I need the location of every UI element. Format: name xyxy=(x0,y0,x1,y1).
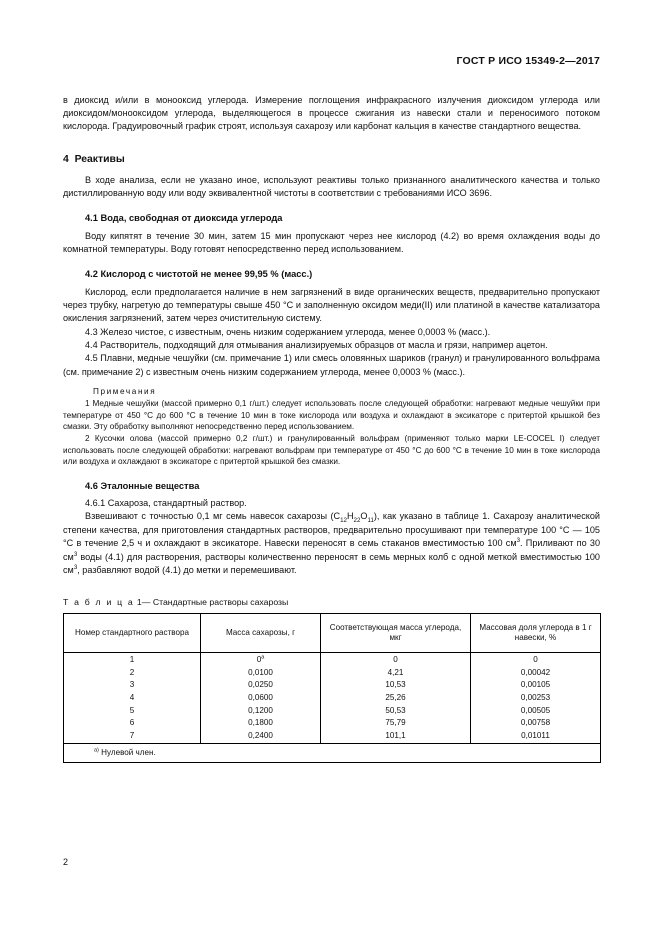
table-footnote xyxy=(64,744,601,763)
table-body xyxy=(64,653,601,744)
table-row xyxy=(64,705,601,718)
sucrose-text-part-3: . Приливают по 30 см xyxy=(63,538,600,562)
spacer xyxy=(63,379,600,386)
page-content xyxy=(63,56,600,763)
cell-carbon-mass: 101,1 xyxy=(321,730,471,744)
cell-solution-number: 5 xyxy=(64,705,201,718)
subsection-4-2-heading: 4.2 Кислород с чистотой не менее 99,95 % (масс.) xyxy=(85,269,313,280)
subsection-4-2-text: Кислород, если предполагается наличие в нем загрязнений в виде органических веществ, предварительно пропускают через трубку, нагретую до температуры свыше 450 °С и заполненную оксидом меди(II) или платиной в качестве катализатора окисления загрязнений, затем через очистительную систему. xyxy=(63,286,600,324)
section-4-number: 4 xyxy=(63,153,69,165)
sucrose-standard-solutions-table xyxy=(63,613,601,763)
formula-o-subscript: 11 xyxy=(367,517,374,525)
section-4-intro: В ходе анализа, если не указано иное, используют реактивы только признанного аналитического качества и только дистиллированную воду или воду эквивалентной чистоты в соответствии с требованиями ИСО 3696. xyxy=(63,174,600,198)
cell-carbon-fraction: 0,00758 xyxy=(471,717,601,730)
cell-sucrose-mass: 0,1200 xyxy=(201,705,321,718)
spacer xyxy=(63,167,600,174)
sucrose-text-part-1: Взвешивают с точностью 0,1 мг семь навесок сахарозы (С xyxy=(85,511,341,522)
table-footer xyxy=(64,744,601,763)
cell-sucrose-mass: 0,1800 xyxy=(201,717,321,730)
column-header-sucrose-mass: Масса сахарозы, г xyxy=(201,614,321,653)
spacer xyxy=(63,468,600,480)
cell-sucrose-mass xyxy=(201,653,321,667)
table-caption-title: Стандартные растворы сахарозы xyxy=(152,597,289,608)
item-4-6-1-heading: 4.6.1 Сахароза, стандартный раствор. xyxy=(85,498,247,509)
subsection-4-6-heading: 4.6 Эталонные вещества xyxy=(85,480,200,491)
sucrose-text-part-4: воды (4.1) для растворения, растворы количественно переносят в семь мерных колб с одной меткой вместимостью 100 см xyxy=(63,551,600,575)
table-caption-dash: — xyxy=(141,597,151,608)
cell-carbon-fraction: 0 xyxy=(471,653,601,667)
cell-sucrose-mass: 0,0250 xyxy=(201,679,321,692)
spacer xyxy=(63,200,600,212)
sucrose-text-part-2: ), как указано в таблице 1. Сахарозу аналитической степени качества, для приготовления стандартных растворов, предварительно просушивают при температуре 100 °С — 105 °С в течение 2,5 ч и охлаждают в эксикаторе. Навески переносят в семь стаканов вместимостью 100 см xyxy=(63,511,601,549)
cell-solution-number: 1 xyxy=(64,653,201,667)
cubic-exponent-3: 3 xyxy=(73,563,78,571)
cell-carbon-fraction: 0,01011 xyxy=(471,730,601,744)
table-caption-number: 1 xyxy=(136,597,142,608)
footnote-marker-sup: а xyxy=(261,654,265,661)
column-header-solution-number: Номер стандартного раствора xyxy=(64,614,201,653)
table-caption-label: Т а б л и ц а xyxy=(63,597,135,608)
cell-sucrose-mass: 0,0600 xyxy=(201,692,321,705)
table-row xyxy=(64,692,601,705)
cell-carbon-mass: 75,79 xyxy=(321,717,471,730)
cell-value: 0 xyxy=(256,655,262,665)
cell-carbon-fraction: 0,00042 xyxy=(471,667,601,680)
table-row xyxy=(64,679,601,692)
note-2: 2 Кусочки олова (массой примерно 0,2 г/шт.) и гранулированный вольфрам (применяют только марки LE-COCEL I) следует использовать после следующей обработки: нагревают вольфрам при температуре от 450 °С до 600 °С в течение 10 мин в токе кислорода или воздуха и охлаждают в эксикаторе с притертой крышкой без смазки. xyxy=(63,433,600,467)
table-row xyxy=(64,653,601,667)
standard-header: ГОСТ Р ИСО 15349-2—2017 xyxy=(456,55,600,67)
subsection-4-4-text: 4.4 Растворитель, подходящий для отмывания анализируемых образцов от масла и грязи, например ацетон. xyxy=(85,340,548,351)
cubic-exponent-1: 3 xyxy=(516,537,521,545)
subsection-4-1-heading: 4.1 Вода, свободная от диоксида углерода xyxy=(85,213,283,224)
cubic-exponent-2: 3 xyxy=(73,550,78,558)
footnote-marker: а) xyxy=(94,747,99,754)
notes-heading: Примечания xyxy=(93,387,157,397)
section-4-title: Реактивы xyxy=(74,153,125,165)
section-4-heading xyxy=(63,153,600,167)
cell-carbon-fraction: 0,00253 xyxy=(471,692,601,705)
cell-carbon-mass: 25,26 xyxy=(321,692,471,705)
column-header-carbon-fraction: Массовая доля углерода в 1 г навески, % xyxy=(471,614,601,653)
cell-carbon-mass: 50,53 xyxy=(321,705,471,718)
subsection-4-1-text: Воду кипятят в течение 30 мин, затем 15 мин пропускают через нее кислород (4.2) во время охлаждения воды до комнатной температуры. Воду готовят непосредственно перед использованием. xyxy=(63,230,600,255)
page-number: 2 xyxy=(63,857,69,867)
cell-sucrose-mass: 0,2400 xyxy=(201,730,321,744)
intro-paragraph: в диоксид и/или в монооксид углерода. Измерение поглощения инфракрасного излучения диоксидом углерода или диоксидом/монооксидом углерода, выделяющегося в процессе сжигания из навески стали и переносимого потоком кислорода. Градуировочный график строят, используя сахарозу или карбонат кальция в качестве стандартного вещества. xyxy=(63,94,600,132)
table-header-row xyxy=(64,614,601,653)
cell-solution-number: 4 xyxy=(64,692,201,705)
cell-sucrose-mass: 0,0100 xyxy=(201,667,321,680)
formula-c-subscript: 12 xyxy=(340,517,347,525)
cell-solution-number: 6 xyxy=(64,717,201,730)
table-caption xyxy=(63,596,600,608)
sucrose-text-part-5: , разбавляют водой (4.1) до метки и перемешивают. xyxy=(77,564,297,575)
cell-carbon-fraction: 0,00505 xyxy=(471,705,601,718)
cell-carbon-mass: 0 xyxy=(321,653,471,667)
table-row xyxy=(64,717,601,730)
spacer xyxy=(63,256,600,268)
cell-carbon-mass: 10,53 xyxy=(321,679,471,692)
subsection-4-3-text: 4.3 Железо чистое, с известным, очень низким содержанием углерода, менее 0,0003 % (масс.). xyxy=(85,326,491,337)
note-1: 1 Медные чешуйки (массой примерно 0,1 г/шт.) следует использовать после следующей обработки: нагревают медные чешуйки при температуре от 450 °С до 600 °С в течение 10 мин в токе кислорода или воздуха и охлаждают в эксикаторе с притертой крышкой без смазки. Эту обработку выполняют непосредственно перед использованием. xyxy=(63,399,600,432)
subsection-4-5-text: 4.5 Плавни, медные чешуйки (см. примечание 1) или смесь оловянных шариков (гранул) и гранулированного вольфрама (см. примечание 2) с известным очень низким содержанием углерода, менее 0,0003 % (масс.). xyxy=(63,353,600,377)
table-header xyxy=(64,614,601,653)
column-header-carbon-mass: Соответствующая масса углерода, мкг xyxy=(321,614,471,653)
spacer xyxy=(63,134,600,153)
cell-solution-number: 3 xyxy=(64,679,201,692)
table-footnote-row xyxy=(64,744,601,763)
cell-carbon-fraction: 0,00105 xyxy=(471,679,601,692)
cell-solution-number: 2 xyxy=(64,667,201,680)
item-4-6-1-text: Взвешивают с точностью 0,1 мг семь навесок сахарозы $(С_{12}Н_{22}О_{11})$, как указано в таблице 1. Сахарозу аналитической степени качества, для приготовления стандартных растворов, предварительно просушивают при температуре 100 °С — 105 °С в течение 2,5 ч и охлаждают в эксикаторе. Навески переносят в семь стаканов вместимостью 100 $см^3$. Приливают по 30 $см^3$ воды (4.1) для растворения, растворы количественно переносят в семь мерных колб с одной меткой вместимостью 100 $см^3$, разбавляют водой (4.1) до метки и перемешивают. xyxy=(63,511,601,575)
spacer xyxy=(63,577,600,596)
cell-carbon-mass: 4,21 xyxy=(321,667,471,680)
formula-h-subscript: 22 xyxy=(353,517,361,525)
cell-solution-number: 7 xyxy=(64,730,201,744)
table-row xyxy=(64,667,601,680)
footnote-text: Нулевой член. xyxy=(101,748,156,758)
table-row xyxy=(64,730,601,744)
